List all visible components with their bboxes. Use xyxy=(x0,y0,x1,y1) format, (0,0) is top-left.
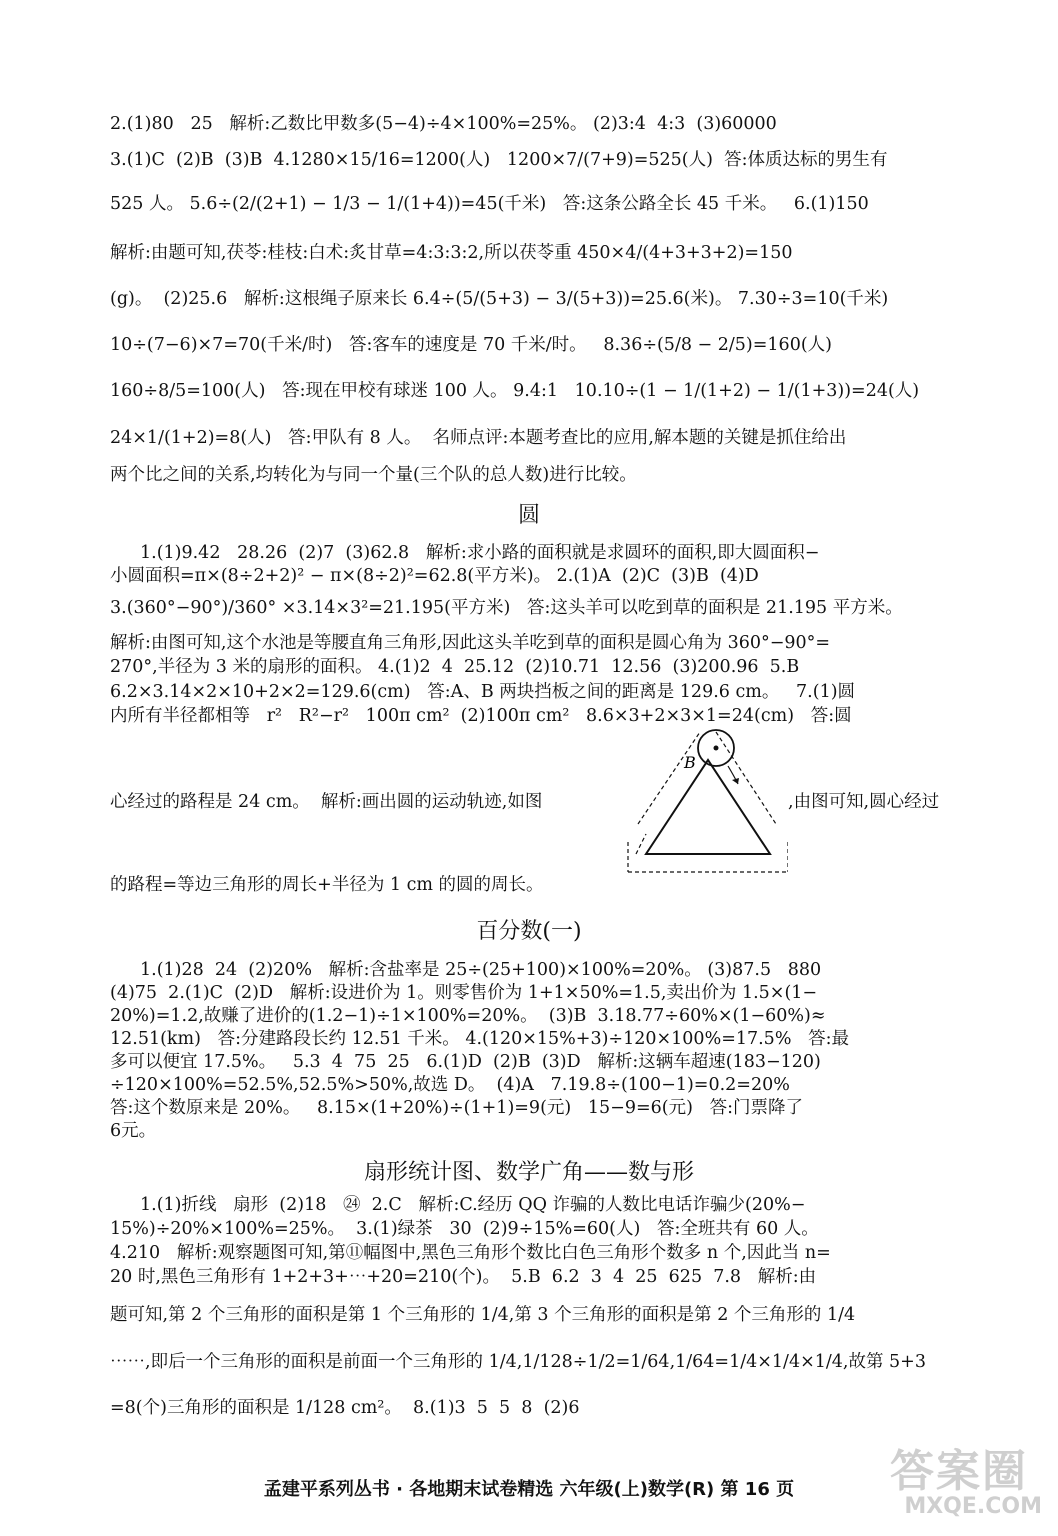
text-line: 270°,半径为 3 米的扇形的面积。 4.(1)2 4 25.12 (2)10.71 12.56 (3)200.96 5.B xyxy=(110,657,800,677)
triangle-circle-figure xyxy=(618,724,788,874)
text-line: 1.(1)9.42 28.26 (2)7 (3)62.8 解析:求小路的面积就是求圆环的面积,即大圆面积− xyxy=(140,543,820,563)
text-line: 解析:由题可知,茯苓:桂枝:白术:炙甘草=4:3:3:2,所以茯苓重 450×4/(4+3+3+2)=150 xyxy=(110,243,793,263)
figure-label-b: B xyxy=(684,753,696,772)
section-title-circle: 圆 xyxy=(517,503,540,528)
text-line: 20%)=1.2,故赚了进价的(1.2−1)÷1×100%=20%。 (3)B 3.18.77÷60%×(1−60%)≈ xyxy=(110,1006,826,1026)
text-line: 答:这个数原来是 20%。 8.15×(1+20%)÷(1+1)=9(元) 15−9=6(元) 答:门票降了 xyxy=(110,1098,804,1118)
text-line: 10÷(7−6)×7=70(千米/时) 答:客车的速度是 70 千米/时。 8.36÷(5/8 − 2/5)=160(人) xyxy=(110,335,832,355)
text-line: (4)75 2.(1)C (2)D 解析:设进价为 1。则零售价为 1+1×50%=1.5,卖出价为 1.5×(1− xyxy=(110,983,818,1003)
circle-center xyxy=(714,746,719,751)
watermark-bottom: MXQE.COM xyxy=(904,1494,1042,1519)
text-line: 4.210 解析:观察题图可知,第⑪幅图中,黑色三角形个数比白色三角形个数多 n 个,因此当 n= xyxy=(110,1243,831,1263)
text-line: 内所有半径都相等 r² R²−r² 100π cm² (2)100π cm² 8.6×3+2×3×1=24(cm) 答:圆 xyxy=(110,706,852,726)
text-line: 两个比之间的关系,均转化为与同一个量(三个队的总人数)进行比较。 xyxy=(110,465,637,485)
text-line: 525 人。 5.6÷(2/(2+1) − 1/3 − 1/(1+4))=45(千米) 答:这条公路全长 45 千米。 6.(1)150 xyxy=(110,194,869,214)
text-line: 6.2×3.14×2×10+2×2=129.6(cm) 答:A、B 两块挡板之间的距离是 129.6 cm。 7.(1)圆 xyxy=(110,682,856,702)
section-title-percent: 百分数(一) xyxy=(476,919,582,944)
text-line: 15%)÷20%×100%=25%。 3.(1)绿茶 30 (2)9÷15%=60(人) 答:全班共有 60 人。 xyxy=(110,1219,819,1239)
text-line: 1.(1)28 24 (2)20% 解析:含盐率是 25÷(25+100)×100%=20%。 (3)87.5 880 xyxy=(140,960,822,980)
text-line: 20 时,黑色三角形有 1+2+3+⋯+20=210(个)。 5.B 6.2 3 4 25 625 7.8 解析:由 xyxy=(110,1267,817,1287)
text-line: 24×1/(1+2)=8(人) 答:甲队有 8 人。 名师点评:本题考查比的应用,解本题的关键是抓住给出 xyxy=(110,428,847,448)
text-line: 多可以便宜 17.5%。 5.3 4 75 25 6.(1)D (2)B (3)D 解析:这辆车超速(183−120) xyxy=(110,1052,821,1072)
text-line: 心经过的路程是 24 cm。 解析:画出圆的运动轨迹,如图 xyxy=(110,792,543,812)
section-title-pie: 扇形统计图、数学广角——数与形 xyxy=(363,1160,694,1185)
page-footer: 孟建平系列丛书 · 各地期末试卷精选 六年级(上)数学(R) 第 16 页 xyxy=(263,1479,795,1500)
triangle-shape xyxy=(646,760,770,854)
text-line: 12.51(km) 答:分建路段长约 12.51 千米。 4.(120×15%+3)÷120×100%=17.5% 答:最 xyxy=(110,1029,850,1049)
text-line: 160÷8/5=100(人) 答:现在甲校有球迷 100 人。 9.4:1 10.10÷(1 − 1/(1+2) − 1/(1+3))=24(人) xyxy=(110,381,920,401)
text-line: ,由图可知,圆心经过 xyxy=(788,792,940,812)
text-line: ⋯⋯,即后一个三角形的面积是前面一个三角形的 1/4,1/128÷1/2=1/64,1/64=1/4×1/4×1/4,故第 5+3 xyxy=(110,1352,926,1372)
text-line: 2.(1)80 25 解析:乙数比甲数多(5−4)÷4×100%=25%。 (2)3:4 4:3 (3)60000 xyxy=(110,114,777,134)
watermark-top: 答案圈 xyxy=(890,1446,1028,1497)
watermark-logo xyxy=(890,1446,1050,1530)
text-line: 小圆面积=π×(8÷2+2)² − π×(8÷2)²=62.8(平方米)。 2.(1)A (2)C (3)B (4)D xyxy=(110,566,759,586)
text-line: 题可知,第 2 个三角形的面积是第 1 个三角形的 1/4,第 3 个三角形的面积是第 2 个三角形的 1/4 xyxy=(110,1305,856,1325)
text-line: 3.(360°−90°)/360° ×3.14×3²=21.195(平方米) 答:这头羊可以吃到草的面积是 21.195 平方米。 xyxy=(110,598,903,618)
text-line: =8(个)三角形的面积是 1/128 cm²。 8.(1)3 5 5 8 (2)6 xyxy=(110,1398,580,1418)
text-line: 解析:由图可知,这个水池是等腰直角三角形,因此这头羊吃到草的面积是圆心角为 360°−90°= xyxy=(110,633,831,653)
text-line: 1.(1)折线 扇形 (2)18 ㉔ 2.C 解析:C.经历 QQ 诈骗的人数比电话诈骗少(20%− xyxy=(140,1195,806,1215)
text-line: ÷120×100%=52.5%,52.5%>50%,故选 D。 (4)A 7.19.8÷(100−1)=0.2=20% xyxy=(110,1075,790,1095)
text-line: (g)。 (2)25.6 解析:这根绳子原来长 6.4÷(5/(5+3) − 3/(5+3))=25.6(米)。 7.30÷3=10(千米) xyxy=(110,289,889,309)
text-line: 的路程=等边三角形的周长+半径为 1 cm 的圆的周长。 xyxy=(110,875,544,895)
text-line: 6元。 xyxy=(110,1121,157,1141)
text-line: 3.(1)C (2)B (3)B 4.1280×15/16=1200(人) 1200×7/(7+9)=525(人) 答:体质达标的男生有 xyxy=(110,150,888,170)
